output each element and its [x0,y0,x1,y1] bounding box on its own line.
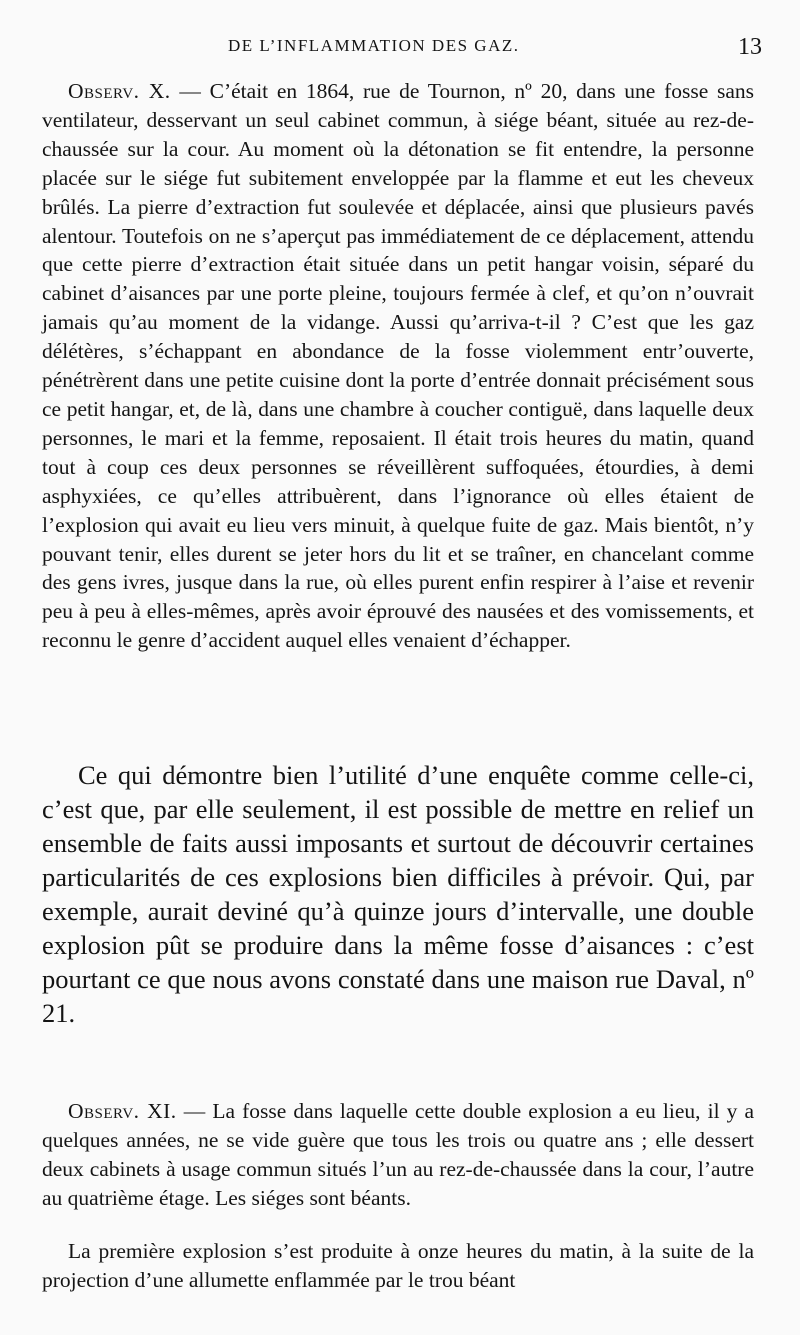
observation-10 [42,77,754,655]
observation-11-label: Observ. XI. [68,1099,177,1123]
page-number: 13 [738,34,762,60]
continuation-text: La première explosion s’est produite à onze heures du matin, à la suite de la projection d’une allumette enflammée par le trou béant [42,1239,754,1292]
continuation-paragraph [42,1237,754,1295]
observation-10-label: Observ. X. [68,79,171,103]
running-title: DE L’INFLAMMATION DES GAZ. [228,36,520,55]
observation-11-paragraph [42,1097,754,1213]
main-paragraph-text: Ce qui démontre bien l’utilité d’une enquête comme celle-ci, c’est que, par elle seulement, il est possible de mettre en relief un ensemble de faits aussi imposants et surtout de découvrir certaines particularités de ces explosions bien difficiles à prévoir. Qui, par exemple, aurait deviné qu’à quinze jours d’intervalle, une double explosion pût se produire dans la même fosse d’aisances : c’est pourtant ce que nous avons constaté dans une maison rue Daval, nº 21. [42,760,754,1028]
observation-10-paragraph [42,77,754,655]
observation-11 [42,1097,754,1213]
main-paragraph [42,758,754,1030]
observation-10-text: — C’était en 1864, rue de Tournon, nº 20, dans une fosse sans ventilateur, desservant un seul cabinet commun, à siége béant, située au rez-de-chaussée sur la cour. Au moment où la détonation se fit entendre, la personne placée sur le siége fut subitement enveloppée par la flamme et eut les cheveux brûlés. La pierre d’extraction fut soulevée et déplacée, ainsi que plusieurs pavés alentour. Toutefois on ne s’aperçut pas immédiatement de ce déplacement, attendu que cette pierre d’extraction était située dans un petit hangar voisin, séparé du cabinet d’aisances par une porte pleine, toujours fermée à clef, et qu’on n’ouvrait jamais qu’au moment de la vidange. Aussi qu’arriva-t-il ? C’est que les gaz délétères, s’échappant en abondance de la fosse violemment entr’ouverte, pénétrèrent dans une petite cuisine dont la porte d’entrée donnait précisément sous ce petit hangar, et, de là, dans une chambre à coucher contiguë, dans laquelle deux personnes, le mari et la femme, reposaient. Il était trois heures du matin, quand tout à coup ces deux personnes se réveillèrent suffoquées, étourdies, à demi asphyxiées, ce qu’elles attribuèrent, dans l’ignorance où elles étaient de l’explosion qui avait eu lieu vers minuit, à quelque fuite de gaz. Mais bientôt, n’y pouvant tenir, elles durent se jeter hors du lit et se traîner, en chancelant comme des gens ivres, jusque dans la rue, où elles purent enfin respirer à l’aise et revenir peu à peu à elles-mêmes, après avoir éprouvé des nausées et des vomissements, et reconnu le genre d’accident auquel elles venaient d’échapper. [42,79,755,653]
observation-11-text: — La fosse dans laquelle cette double explosion a eu lieu, il y a quelques années, ne se vide guère que tous les trois ou quatre ans ; elle dessert deux cabinets à usage commun situés l’un au rez-de-chaussée dans la cour, l’autre au quatrième étage. Les siéges sont béants. [42,1099,754,1210]
page-header [0,34,800,66]
